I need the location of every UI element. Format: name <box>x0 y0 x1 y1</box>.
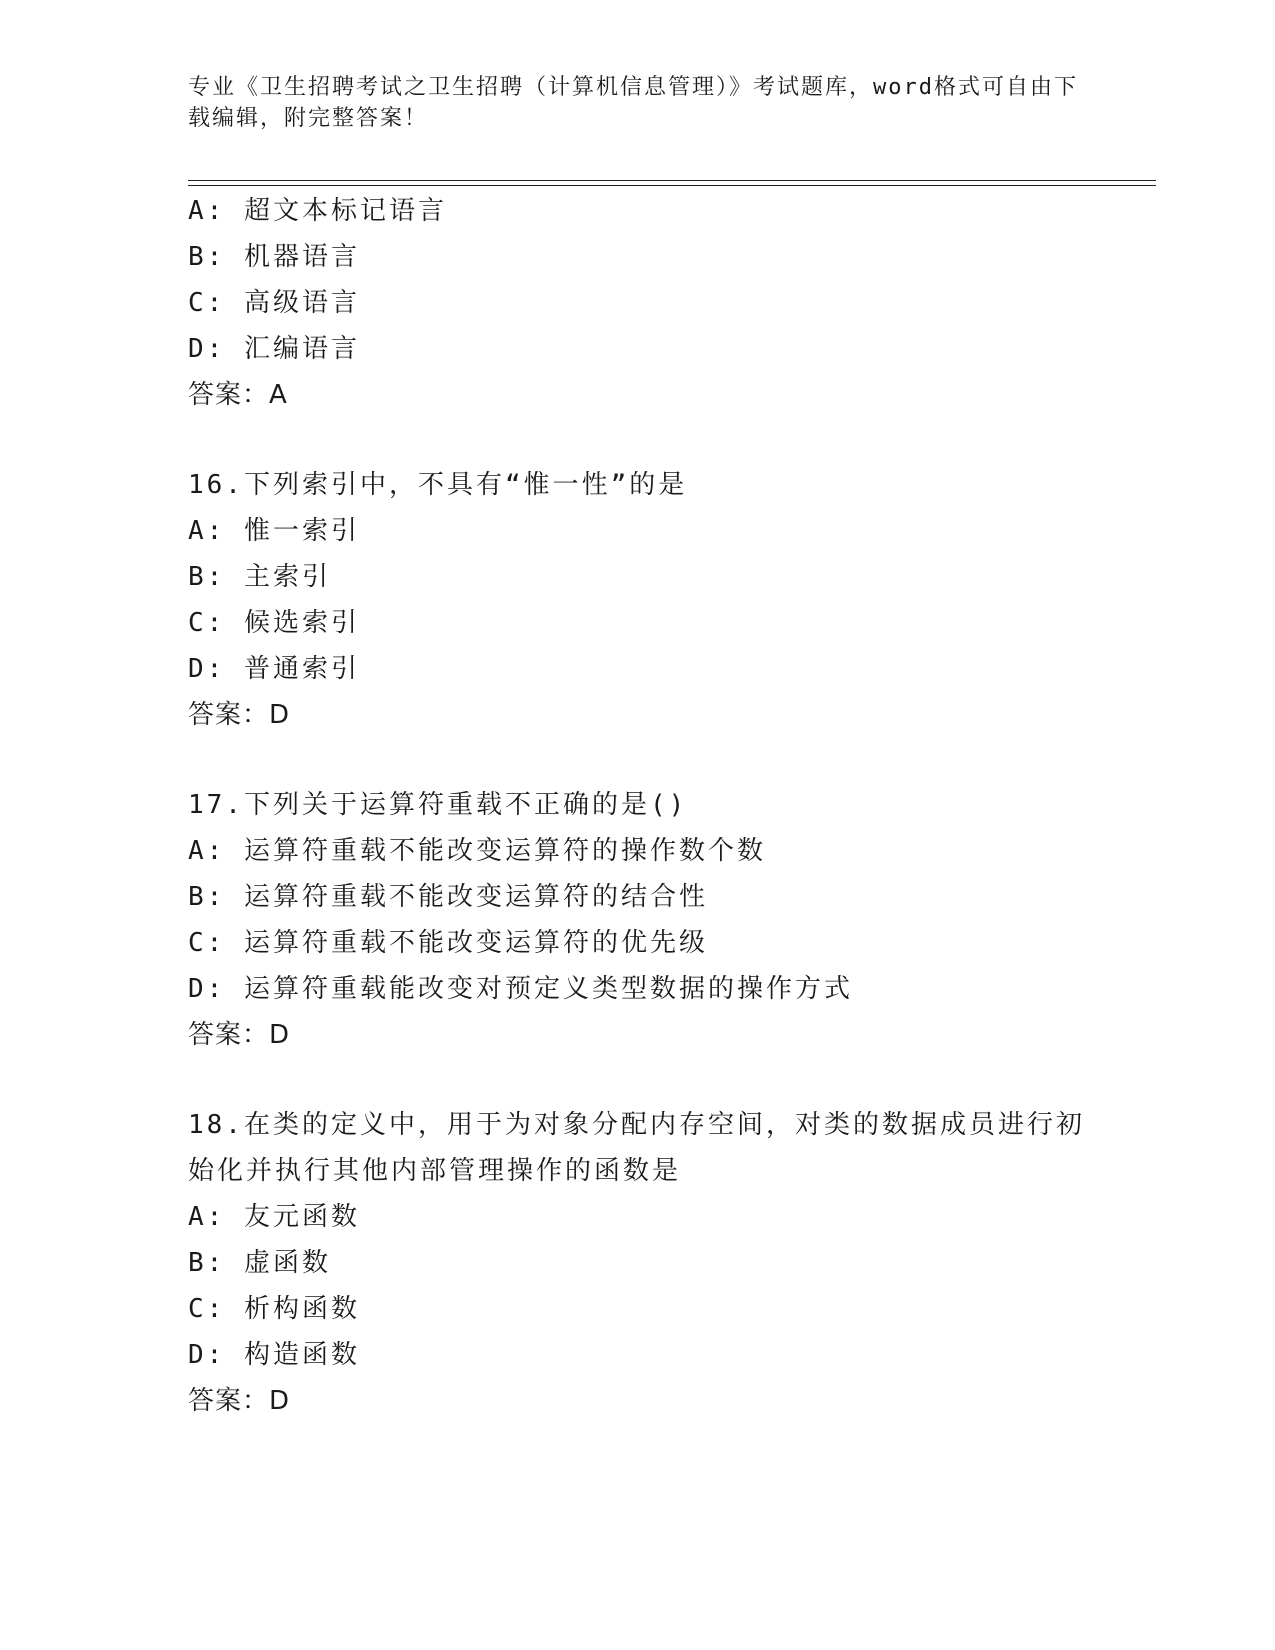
answer-label: 答案：D <box>188 700 291 730</box>
question-stem-line-1: 18.在类的定义中，用于为对象分配内存空间，对类的数据成员进行初 <box>188 1110 1085 1140</box>
question-list <box>188 188 1108 1424</box>
question-block-17 <box>188 782 1108 1058</box>
option-d: D: 汇编语言 <box>188 334 360 364</box>
option-c: C: 候选索引 <box>188 608 360 638</box>
question-stem: 17.下列关于运算符重载不正确的是() <box>188 790 688 820</box>
option-b: B: 机器语言 <box>188 242 360 272</box>
option-b: B: 虚函数 <box>188 1248 331 1278</box>
spacer <box>188 1058 1108 1102</box>
option-c: C: 析构函数 <box>188 1294 360 1324</box>
option-a: A: 友元函数 <box>188 1202 360 1232</box>
answer-label: 答案：A <box>188 380 288 410</box>
option-b: B: 运算符重载不能改变运算符的结合性 <box>188 882 708 912</box>
answer-label: 答案：D <box>188 1386 291 1416</box>
answer-label: 答案：D <box>188 1020 291 1050</box>
option-a: A: 运算符重载不能改变运算符的操作数个数 <box>188 836 766 866</box>
question-stem-line-2: 始化并执行其他内部管理操作的函数是 <box>188 1156 682 1186</box>
option-d: D: 运算符重载能改变对预定义类型数据的操作方式 <box>188 974 853 1004</box>
option-b: B: 主索引 <box>188 562 331 592</box>
question-block-16 <box>188 462 1108 738</box>
option-c: C: 运算符重载不能改变运算符的优先级 <box>188 928 708 958</box>
option-a: A: 超文本标记语言 <box>188 196 447 226</box>
question-block-18 <box>188 1102 1108 1424</box>
question-stem: 16.下列索引中，不具有“惟一性”的是 <box>188 470 688 500</box>
spacer <box>188 738 1108 782</box>
spacer <box>188 418 1108 462</box>
option-d: D: 构造函数 <box>188 1340 360 1370</box>
option-a: A: 惟一索引 <box>188 516 360 546</box>
question-block-15 <box>188 188 1108 418</box>
option-d: D: 普通索引 <box>188 654 360 684</box>
document-intro: 专业《卫生招聘考试之卫生招聘（计算机信息管理）》考试题库，word格式可自由下载编辑，附完整答案！ <box>188 75 1078 131</box>
option-c: C: 高级语言 <box>188 288 360 318</box>
header-divider-bottom <box>188 185 1156 186</box>
header-divider-top <box>188 180 1156 181</box>
